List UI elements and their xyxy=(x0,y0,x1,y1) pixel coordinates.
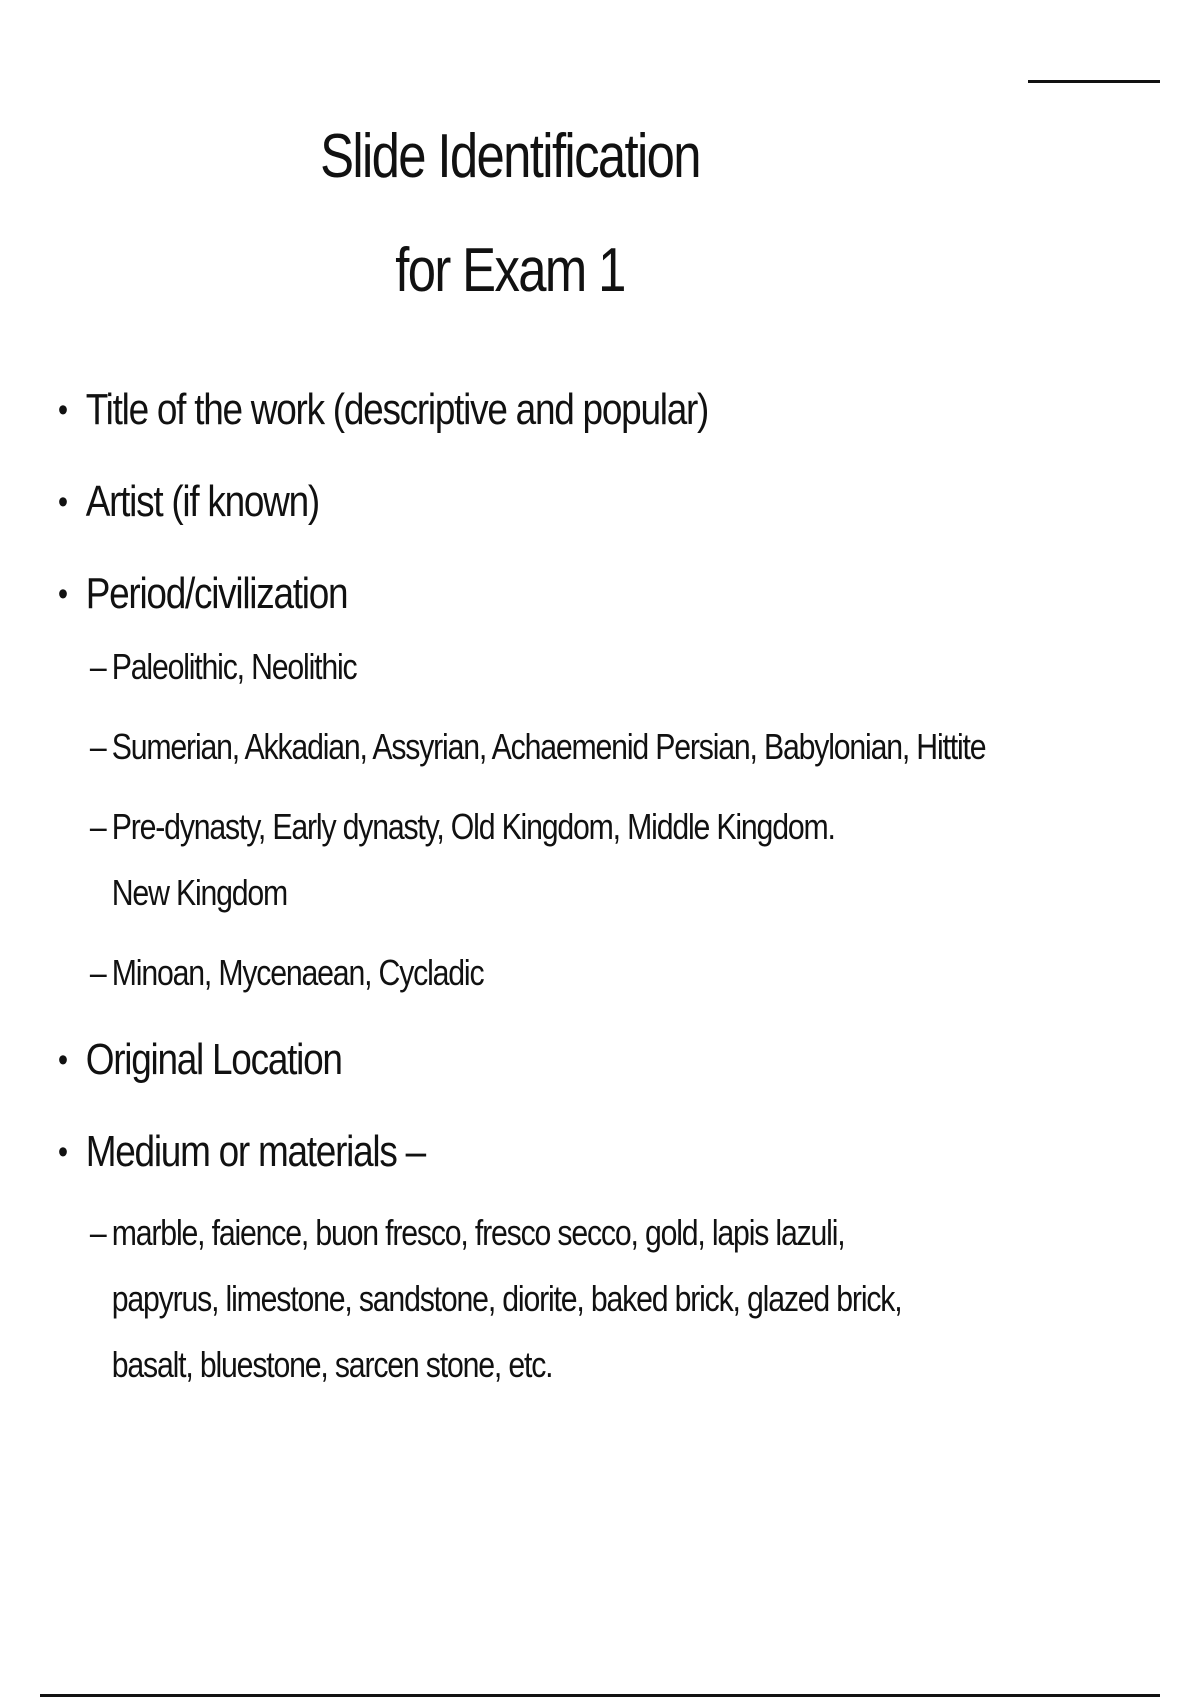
sub-bullet-text: Minoan, Mycenaean, Cycladic xyxy=(111,952,484,993)
bullet-marker: • xyxy=(58,391,69,429)
bullet-text: Period/civilization xyxy=(85,569,348,618)
bullet-item-original-location xyxy=(58,1032,1077,1088)
sub-bullet-text: marble, faience, buon fresco, fresco secco, gold, lapis lazuli, papyrus, limestone, sandstone, diorite, baked brick, glazed brick, basalt, bluestone, sarcen stone, etc. xyxy=(111,1212,902,1385)
bullet-text: Title of the work (descriptive and popular) xyxy=(85,385,709,434)
sub-bullet-item xyxy=(58,940,1019,1006)
sub-bullet-text: Paleolithic, Neolithic xyxy=(111,646,357,687)
bullet-item-title-of-work xyxy=(58,382,1077,438)
bullet-marker: • xyxy=(58,575,69,613)
sub-bullet-item xyxy=(58,1200,918,1398)
slide-title-line-1: Slide Identification xyxy=(320,122,700,191)
bullet-marker: • xyxy=(58,1041,69,1079)
slide-title-line-2: for Exam 1 xyxy=(395,236,625,305)
top-divider-line xyxy=(1028,80,1160,83)
bullet-text: Original Location xyxy=(85,1035,342,1084)
dash-marker: – xyxy=(89,952,106,993)
dash-marker: – xyxy=(89,726,106,767)
bullet-item-medium-materials xyxy=(58,1124,1077,1180)
bullet-text: Artist (if known) xyxy=(85,477,319,526)
bullet-list xyxy=(58,382,1098,1412)
bullet-text: Medium or materials – xyxy=(85,1127,425,1176)
dash-marker: – xyxy=(89,646,106,687)
sub-bullet-text: Sumerian, Akkadian, Assyrian, Achaemenid Persian, Babylonian, Hittite xyxy=(111,726,986,767)
bullet-item-period-civilization xyxy=(58,566,1077,622)
sub-bullet-item xyxy=(58,634,1019,700)
bullet-item-artist xyxy=(58,474,1077,530)
sub-bullet-item xyxy=(58,714,1019,780)
bullet-marker: • xyxy=(58,1133,69,1171)
bottom-divider-line xyxy=(40,1694,1160,1697)
dash-marker: – xyxy=(89,1212,106,1253)
dash-marker: – xyxy=(89,806,106,847)
bullet-marker: • xyxy=(58,483,69,521)
sub-bullet-item xyxy=(58,794,868,926)
slide-title xyxy=(239,100,780,328)
sub-bullet-text: Pre-dynasty, Early dynasty, Old Kingdom, Middle Kingdom. New Kingdom xyxy=(111,806,835,913)
